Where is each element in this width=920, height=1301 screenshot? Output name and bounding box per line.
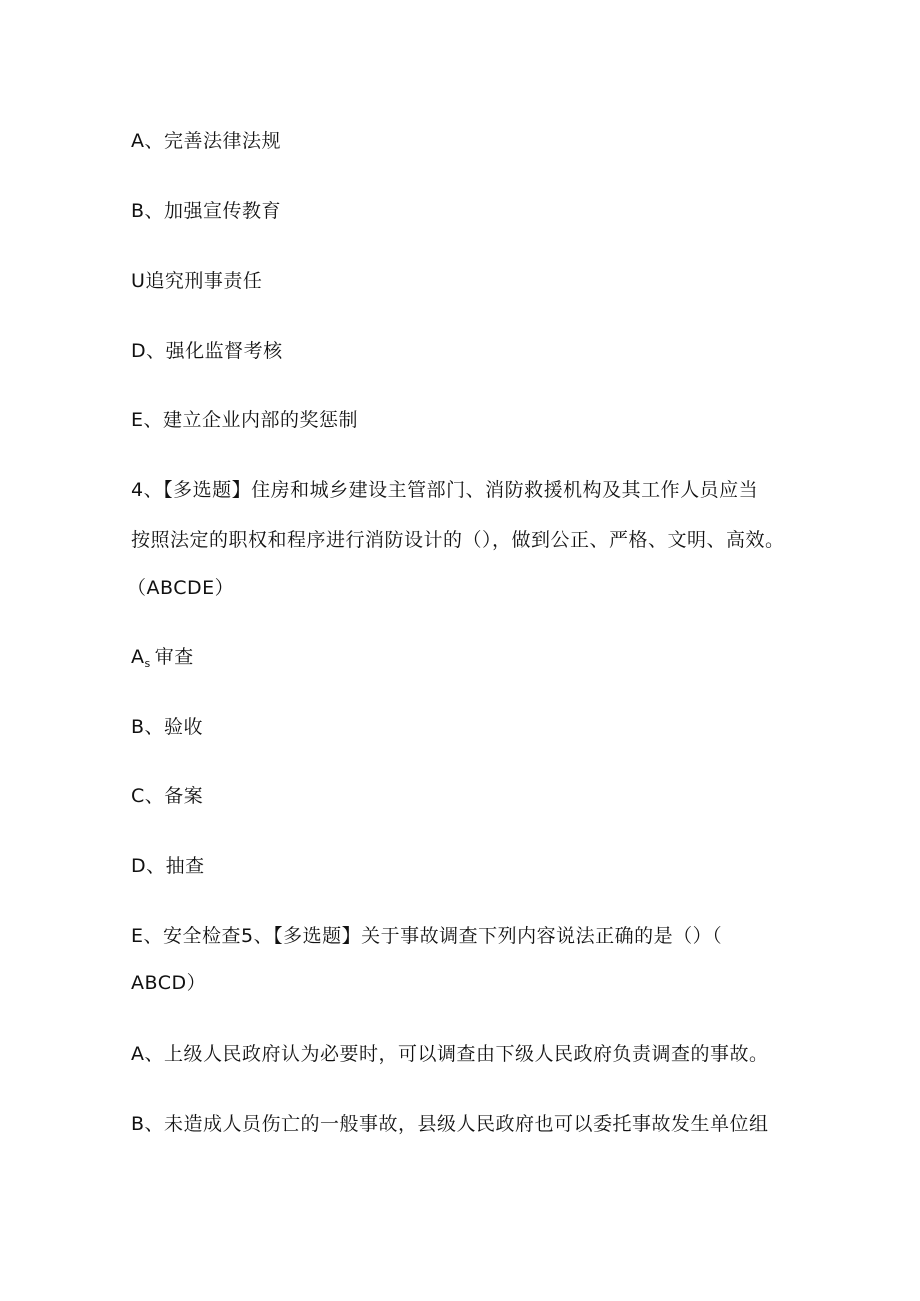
q5-option-b: B、未造成人员伤亡的一般事故，县级人民政府也可以委托事故发生单位组 xyxy=(131,1113,769,1135)
option-b-publicity: B、加强宣传教育 xyxy=(131,200,282,222)
q4-option-d-spot-check: D、抽查 xyxy=(131,855,205,877)
question-5-answer: ABCD） xyxy=(131,972,207,994)
option-text: 审查 xyxy=(154,646,194,668)
question-4-line-2: 按照法定的职权和程序进行消防设计的（），做到公正、严格、文明、高效。 xyxy=(131,529,785,551)
question-4-answer: （ABCDE） xyxy=(127,577,235,599)
option-letter: A xyxy=(131,646,145,668)
option-d-supervision: D、强化监督考核 xyxy=(131,340,283,362)
q4-option-c-filing: C、备案 xyxy=(131,785,204,807)
option-e-reward-punishment: E、建立企业内部的奖惩制 xyxy=(131,409,359,431)
q4-option-a-review xyxy=(131,645,194,676)
q4-option-e-and-question-5: E、安全检查5、【多选题】关于事故调查下列内容说法正确的是（）（ xyxy=(131,925,723,947)
option-a-laws: A、完善法律法规 xyxy=(131,130,281,152)
q5-option-a: A、上级人民政府认为必要时，可以调查由下级人民政府负责调查的事故。 xyxy=(131,1043,769,1065)
option-letter-subscript: s xyxy=(144,657,151,670)
question-4-line-1: 4、【多选题】住房和城乡建设主管部门、消防救援机构及其工作人员应当 xyxy=(131,479,759,501)
option-c-criminal-liability: U追究刑事责任 xyxy=(131,270,263,292)
q4-option-b-acceptance: B、验收 xyxy=(131,716,204,738)
